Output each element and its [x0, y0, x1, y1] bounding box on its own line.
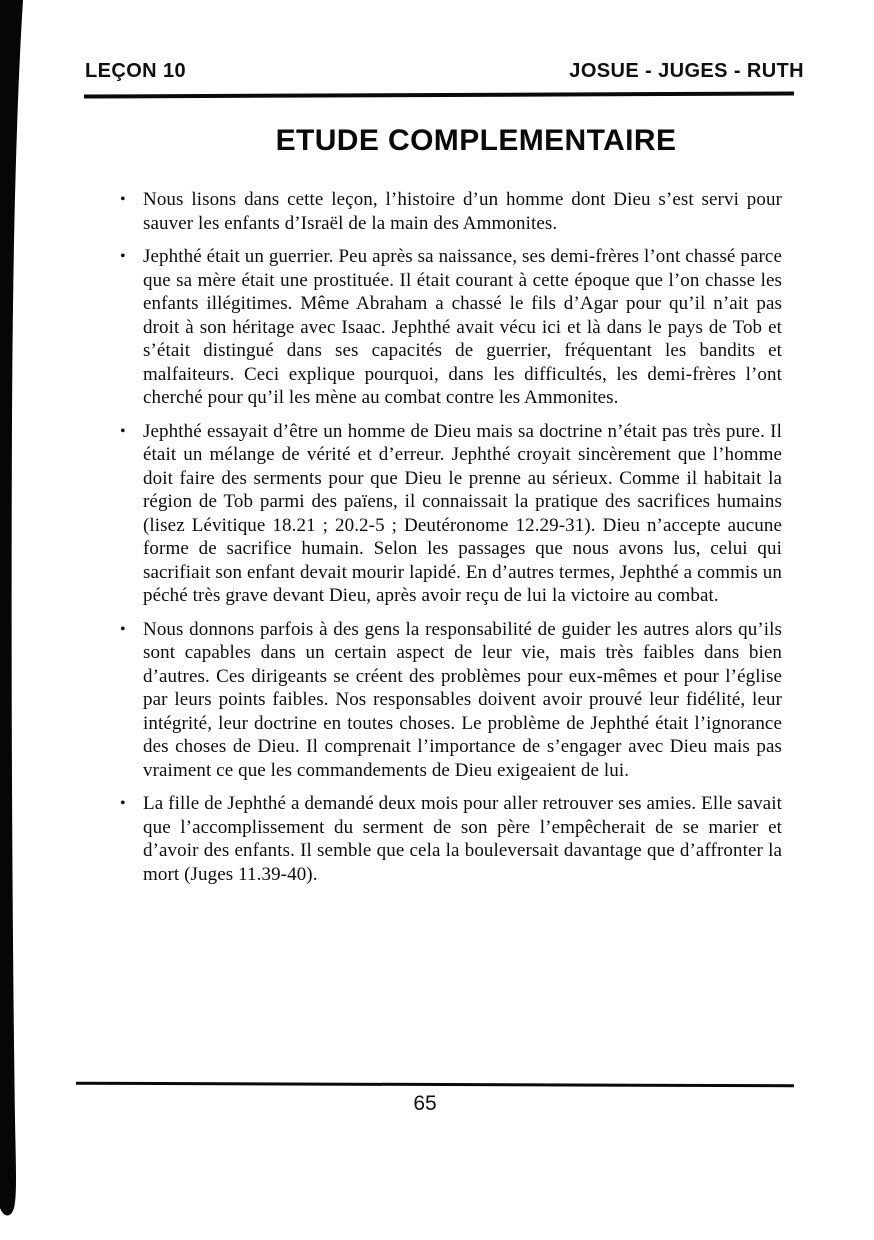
bullet-text: Jephthé essayait d’être un homme de Dieu mais sa doctrine n’était pas très pure. Il était un mélange de vérité et d’erreur. Jephthé croyait sincèrement que l’homme doit faire des serments pour que Dieu le prenne au sérieux. Comme il habitait la région de Tob parmi des païens, il connaissait la pratique des sacrifices humains (lisez Lévitique 18.21 ; 20.2-5 ; Deutéronome 12.29-31). Dieu n’accepte aucune forme de sacrifice humain. Selon les passages que nous avons lus, celui qui sacrifiait son enfant devait mourir lapidé. En d’autres termes, Jephthé a commis un péché très grave devant Dieu, après avoir reçu de lui la victoire au combat. [143, 420, 782, 606]
scan-artifact-left-bar [0, 0, 30, 1220]
bullet-icon: • [120, 422, 126, 440]
bullet-icon: • [120, 248, 126, 265]
bullet-item [120, 245, 782, 410]
bullet-icon: • [120, 620, 126, 638]
header-lesson-label: LEÇON 10 [85, 60, 187, 82]
header-rule [84, 91, 794, 98]
bullet-item [120, 792, 782, 886]
header-book-label: JOSUE - JUGES - RUTH [569, 60, 804, 82]
bullet-item [120, 618, 782, 783]
bullet-item [120, 188, 782, 235]
bullet-icon: • [120, 191, 126, 208]
page-title: ETUDE COMPLEMENTAIRE [275, 124, 677, 157]
bullet-list [120, 188, 782, 896]
bullet-text: Nous donnons parfois à des gens la responsabilité de guider les autres alors qu’ils sont capables dans un certain aspect de leur vie, mais très faibles dans bien d’autres. Ces dirigeants se créent des problèmes pour eux-mêmes et pour l’église par leurs points faibles. Nos responsables doivent avoir prouvé leur fidélité, leur intégrité, leur doctrine en toutes choses. Le problème de Jephthé était l’ignorance des choses de Dieu. Il comprenait l’importance de s’engager avec Dieu mais pas vraiment ce que les commandements de Dieu exigeaient de lui. [143, 618, 782, 781]
footer-rule [76, 1082, 794, 1088]
page-header [85, 60, 804, 83]
bullet-text: Nous lisons dans cette leçon, l’histoire d’un homme dont Dieu s’est servi pour sauver les enfants d’Israël de la main des Ammonites. [143, 189, 782, 234]
bullet-text: La fille de Jephthé a demandé deux mois pour aller retrouver ses amies. Elle savait que l’accomplissement du serment de son père l’empêcherait de se marier et d’avoir des enfants. Il semble que cela la bouleversait davantage que d’affronter la mort (Juges 11.39-40). [143, 793, 782, 885]
bullet-text: Jephthé était un guerrier. Peu après sa naissance, ses demi-frères l’ont chassé parce que sa mère était une prostituée. Il était courant à cette époque que l’on chasse les enfants illégitimes. Même Abraham a chassé le fils d’Agar pour qu’il n’ait pas droit à son héritage avec Isaac. Jephthé avait vécu ici et là dans le pays de Tob et s’était distingué dans ses capacités de guerrier, fréquentant les bandits et malfaiteurs. Ceci explique pourquoi, dans les difficultés, les demi-frères l’ont cherché pour qu’il les mène au combat contre les Ammonites. [143, 246, 782, 408]
bullet-icon: • [120, 795, 126, 812]
page-number: 65 [413, 1092, 437, 1115]
bullet-item [120, 420, 782, 608]
